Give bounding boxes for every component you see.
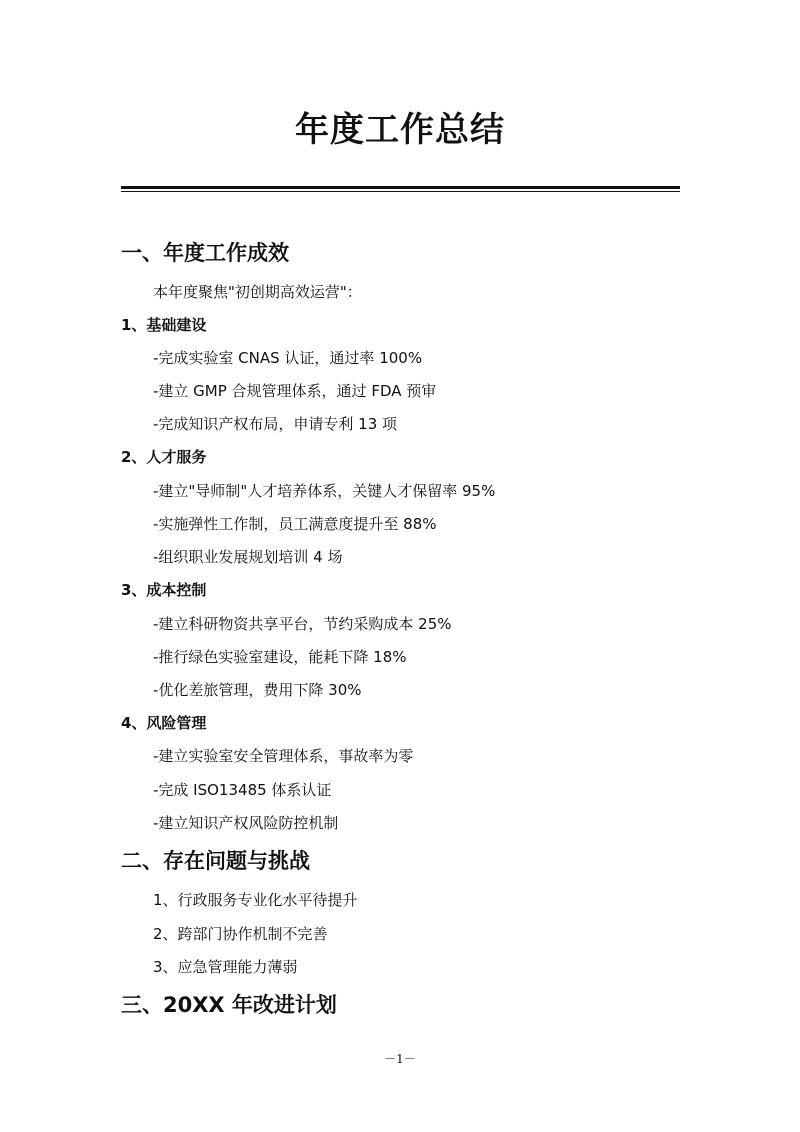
section-heading-achievements: 一、年度工作成效 bbox=[121, 241, 289, 265]
list-item: -建立科研物资共享平台，节约采购成本 25% bbox=[153, 615, 452, 633]
document-title: 年度工作总结 bbox=[295, 110, 505, 150]
list-item: -优化差旅管理，费用下降 30% bbox=[153, 681, 362, 699]
subsection-heading-infrastructure: 1、基础建设 bbox=[121, 316, 207, 334]
list-item: -建立"导师制"人才培养体系，关键人才保留率 95% bbox=[153, 482, 496, 500]
list-item: -建立知识产权风险防控机制 bbox=[153, 814, 339, 832]
list-item: -建立 GMP 合规管理体系，通过 FDA 预审 bbox=[153, 382, 437, 400]
section-heading-issues: 二、存在问题与挑战 bbox=[121, 849, 310, 873]
list-item: -完成 ISO13485 体系认证 bbox=[153, 781, 332, 799]
list-item: 3、应急管理能力薄弱 bbox=[153, 958, 298, 976]
title-rule-thin bbox=[121, 191, 680, 192]
list-item: -完成知识产权布局，申请专利 13 项 bbox=[153, 415, 398, 433]
list-item: 1、行政服务专业化水平待提升 bbox=[153, 891, 358, 909]
section-heading-improvement-plan: 三、20XX 年改进计划 bbox=[121, 993, 337, 1017]
list-item: 2、跨部门协作机制不完善 bbox=[153, 925, 328, 943]
page-number: －1－ bbox=[384, 1052, 416, 1066]
list-item: -推行绿色实验室建设，能耗下降 18% bbox=[153, 648, 407, 666]
list-item: -组织职业发展规划培训 4 场 bbox=[153, 548, 343, 566]
section-intro: 本年度聚焦"初创期高效运营"： bbox=[153, 283, 362, 301]
list-item: -完成实验室 CNAS 认证，通过率 100% bbox=[153, 349, 423, 367]
list-item: -实施弹性工作制，员工满意度提升至 88% bbox=[153, 515, 437, 533]
list-item: -建立实验室安全管理体系，事故率为零 bbox=[153, 747, 414, 765]
subsection-heading-risk-management: 4、风险管理 bbox=[121, 714, 207, 732]
subsection-heading-talent: 2、人才服务 bbox=[121, 448, 207, 466]
title-rule-thick bbox=[121, 186, 680, 189]
subsection-heading-cost-control: 3、成本控制 bbox=[121, 581, 207, 599]
